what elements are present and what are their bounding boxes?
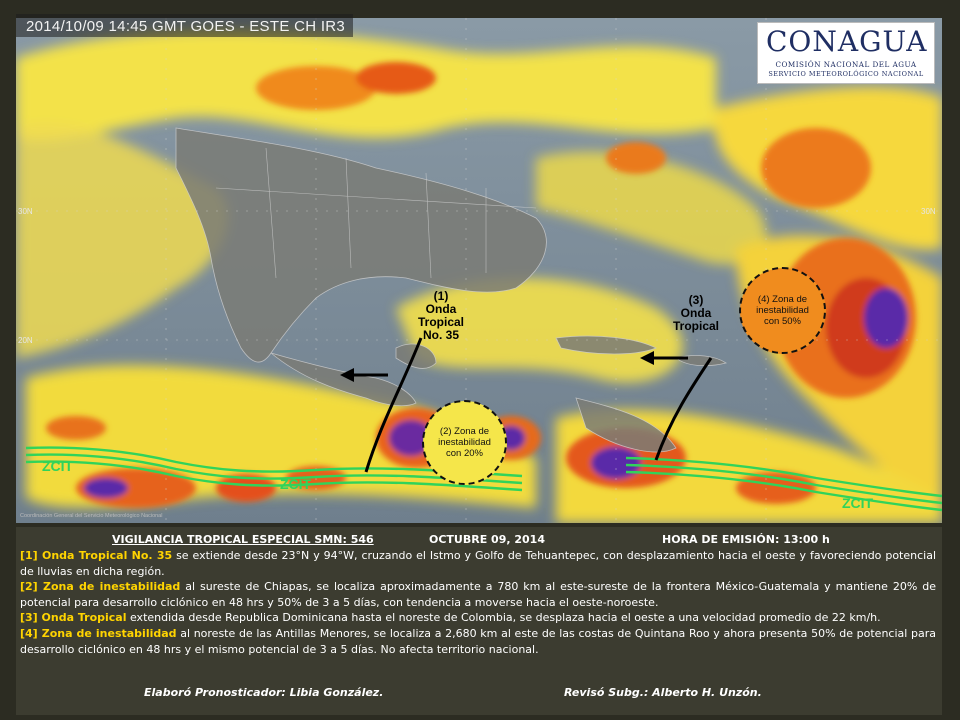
imagery-credit: Coordinación General del Servicio Meteorológico Nacional [20, 513, 163, 519]
zona-inestabilidad-4 [739, 267, 826, 354]
bulletin-item-1 [20, 548, 936, 579]
bulletin-item-3 [20, 610, 936, 626]
bulletin-item-2 [20, 579, 936, 610]
zcit-label-west: ZCIT [42, 458, 74, 474]
reviewed-by: Revisó Subg.: Alberto H. Unzón. [564, 686, 762, 699]
bulletin-issue-time: HORA DE EMISIÓN: 13:00 h [662, 533, 830, 546]
zcit-label-center: ZCIT [280, 476, 312, 492]
logo-wordmark: CONAGUA [766, 25, 928, 58]
conagua-logo [757, 22, 935, 84]
zona-4-line2: inestabilidad [756, 305, 809, 316]
bulletin-date: OCTUBRE 09, 2014 [429, 533, 545, 546]
logo-line2: SERVICIO METEOROLÓGICO NACIONAL [768, 70, 924, 78]
bulletin-item-1-text: se extiende desde 23°N y 94°W, cruzando el Istmo y Golfo de Tehuantepec, con desplazamiento hacia el oeste y favoreciendo potencial de lluvias en dicha región. [20, 549, 937, 578]
satellite-map [16, 18, 942, 523]
bulletin-item-2-key: [2] Zona de inestabilidad [20, 580, 181, 594]
label-tropical-wave-3-word1: Onda [680, 306, 712, 320]
label-tropical-wave-35-word1: Onda [425, 302, 457, 316]
bulletin-item-4-key: [4] Zona de inestabilidad [20, 626, 177, 640]
prepared-by: Elaboró Pronosticador: Libia González. [144, 686, 384, 699]
label-tropical-wave-35-id: No. 35 [422, 328, 459, 342]
zcit-label-east: ZCIT [842, 495, 874, 511]
bulletin-item-4-text: al noreste de las Antillas Menores, se localiza a 2,680 km al este de las costas de Quintana Roo y ahora presenta 50% de potencial para desarrollo ciclónico en 48 hrs y el mismo potencial de 3 a 5 días. No afecta territorio nacional. [20, 626, 936, 656]
label-tropical-wave-35-word2: Tropical [417, 315, 464, 329]
bulletin-body [20, 548, 936, 657]
label-tropical-wave-35-number: (1) [433, 289, 449, 303]
zona-inestabilidad-2 [422, 400, 507, 485]
zona-4-line3: con 50% [764, 316, 801, 327]
bulletin-item-4 [20, 626, 936, 657]
latitude-label-20n: 20N [18, 336, 33, 345]
bulletin-text-panel [16, 527, 942, 715]
satellite-timestamp: 2014/10/09 14:45 GMT GOES - ESTE CH IR3 [16, 14, 353, 37]
zona-4-line1: (4) Zona de [757, 294, 808, 305]
bulletin-item-3-text: extendida desde Republica Dominicana hasta el noreste de Colombia, se desplaza hacia el oeste a una velocidad promedio de 22 km/h. [126, 611, 881, 625]
bulletin-item-3-key: [3] Onda Tropical [20, 611, 127, 625]
zona-2-line1: (2) Zona de [439, 426, 490, 437]
label-tropical-wave-3-word2: Tropical [672, 319, 719, 333]
zona-2-line3: con 20% [446, 448, 483, 459]
latitude-label-30n-east: 30N [921, 207, 936, 216]
bulletin-title: VIGILANCIA TROPICAL ESPECIAL SMN: 546 [112, 533, 374, 546]
bulletin-item-2-text: al sureste de Chiapas, se localiza aproximadamente a 780 km al este-sureste de la frontera México-Guatemala y mantiene 20% de potencial para desarrollo ciclónico en 48 hrs y 50% de 3 a 5 días, con tendencia a moverse hacia el oeste-noroeste. [20, 580, 937, 609]
zona-2-line2: inestabilidad [438, 437, 491, 448]
latitude-label-30n: 30N [18, 207, 33, 216]
label-tropical-wave-35 [406, 290, 476, 342]
bulletin-item-1-key: [1] Onda Tropical No. 35 [20, 549, 173, 562]
label-tropical-wave-3-number: (3) [688, 293, 704, 307]
logo-line1: COMISIÓN NACIONAL DEL AGUA [775, 60, 917, 69]
label-tropical-wave-3 [661, 294, 731, 333]
